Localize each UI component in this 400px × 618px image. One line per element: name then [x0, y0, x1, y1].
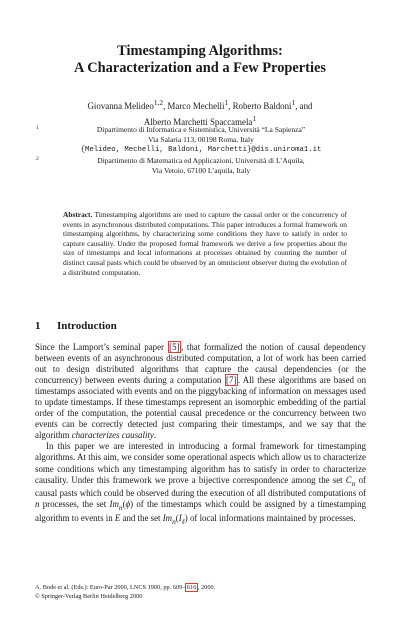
section-heading — [35, 320, 117, 332]
footer-citation: A. Bode et al. (Eds.): Euro-Par 2000, LNCS 1900, pp. 609– 616 , 2000. — [35, 584, 216, 591]
author-line-1: Giovanna Melideo$^{1,2}$, Marco Mechelli$^1$, Roberto Baldoni$^1$, and — [87, 98, 313, 111]
section-number: 1 — [35, 320, 41, 332]
title-line-2: A Characterization and a Few Properties — [74, 60, 326, 76]
affiliation-line: Dipartimento di Informatica e Sistemistica, Università “La Sapienza” — [96, 125, 306, 134]
affiliation-mark: 2 — [36, 155, 39, 162]
affiliation-1 — [36, 125, 366, 156]
author-line-2: Alberto Marchetti Spaccamela$^1$ — [143, 113, 257, 127]
affiliation-line: Via Salaria 113, 00198 Roma, Italy — [148, 135, 254, 145]
paragraph: In this paper we are interested in introducing a formal framework for timestamping algorithms. At this aim, we consider some operational aspects which allow us to characterize some conditions which any timestamping algorithm has to satisfy in order to characterize causality. Under this framework we prove a bijective correspondence among the set $C_n$ of causal pasts which could be observed during the execution of all distributed computations of n processes, the set $Im_n(\phi)$ of the timestamps which could be assigned by a timestamping algorithm to events in E and the set $Im_n(I_\ell)$ of local informations maintained by processes. — [35, 441, 366, 527]
abstract-label: Abstract. — [63, 210, 93, 219]
abstract — [63, 210, 347, 277]
page-link[interactable]: 616 — [186, 584, 197, 591]
author-emails[interactable]: {Melideo, Mechelli, Baldoni, Marchetti}@dis.uniroma1.it — [80, 146, 322, 155]
affiliation-line: Via Vetoio, 67100 L’aquila, Italy — [151, 165, 251, 175]
paragraph: Since the Lamport’s seminal paper [5] , that formalized the notion of causal dependency between events of an asynchronous distributed computation, a lot of work has been carried out to design distributed algorithms that capture the causal dependencies (or the concurrency) between events during a computation [7] . All these algorithms are based on timestamps associated with events and on the piggybacking of information on messages used to update timestamps. If these timestamps represent an isomorphic embedding of the partial order of the computation, the potential causal precedence or the concurrency between two events can be correctly detected just comparing their timestamps, and we say that the algorithm characterizes causality. — [35, 342, 367, 441]
page-footer — [35, 584, 215, 601]
title-line-1: Timestamping Algorithms: — [117, 43, 283, 59]
paper-title — [0, 43, 400, 77]
abstract-text: Timestamping algorithms are used to capture the causal order or the concurrency of events in asynchronous distributed computations. This paper introduces a formal framework on timestamping algorithms, by characterizing some conditions they have to satisfy in order to capture causality. Under the proposed formal framework we derive a few properties about the size of timestamps and local informations at processes obtained by counting the number of distinct causal pasts which could be observed by an omniscient observer during the evolution of a distributed computation. — [63, 210, 347, 277]
author-list — [0, 97, 400, 128]
affiliation-line: Dipartimento di Matematica ed Applicazioni, Università di L’Aquila, — [97, 155, 305, 165]
section-title: Introduction — [57, 320, 117, 332]
affiliations — [36, 125, 366, 176]
body-text — [35, 342, 366, 527]
footer-copyright: © Springer-Verlag Berlin Heidelberg 2000 — [35, 592, 143, 600]
affiliation-2 — [36, 156, 366, 176]
affiliation-mark: 1 — [36, 125, 39, 131]
